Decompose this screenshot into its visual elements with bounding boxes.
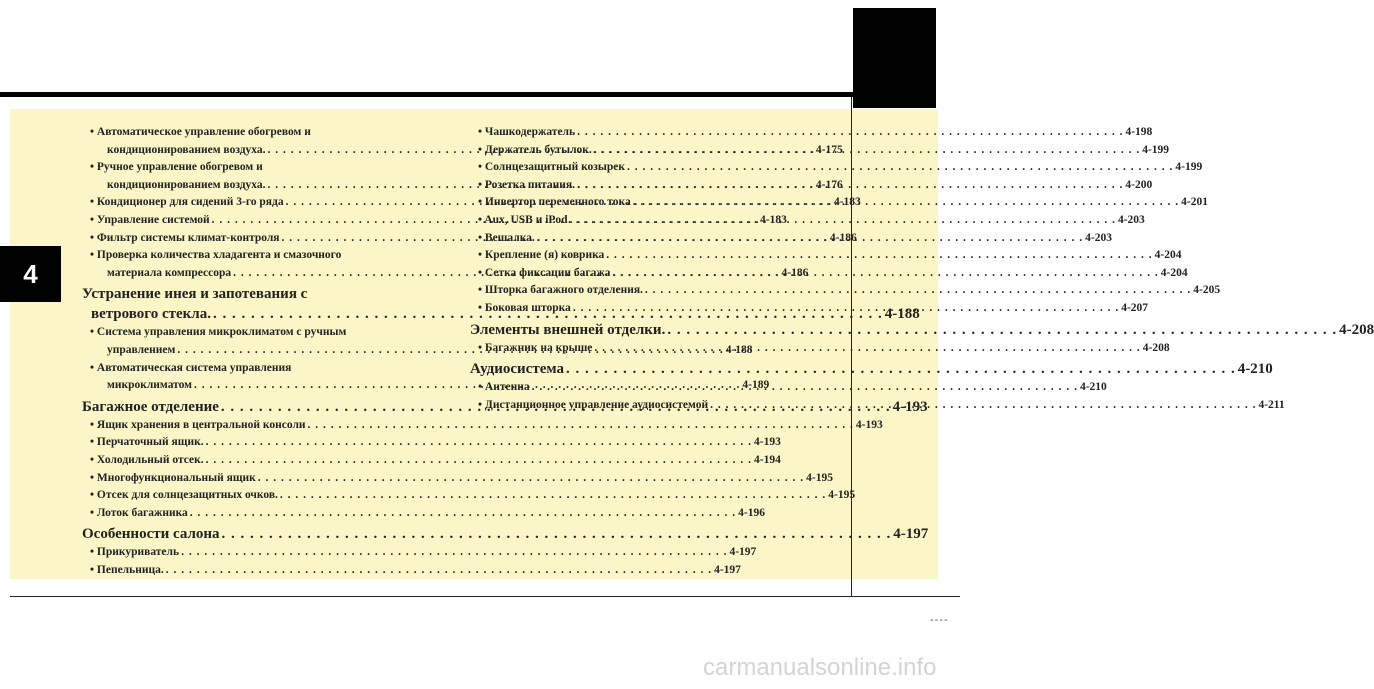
toc-entry-title-line: Устранение инея и запотевания с — [82, 286, 308, 303]
toc-page-number: 4-189 — [742, 379, 770, 392]
toc-entry-title: • Прикуриватель — [90, 546, 180, 559]
dot-leader — [258, 470, 804, 488]
toc-subentry[interactable] — [82, 487, 856, 505]
toc-subentry[interactable] — [470, 340, 1170, 358]
bottom-rule — [10, 596, 960, 597]
toc-page-number: 4-196 — [738, 506, 766, 519]
dot-leader — [667, 320, 1337, 340]
toc-entry-title: кондиционированием воздуха. — [107, 143, 266, 156]
toc-entry-title: • Ящик хранения в центральной консоли — [90, 418, 306, 431]
dot-leader — [190, 505, 736, 523]
toc-page-number: 4-188 — [884, 306, 920, 323]
toc-page-number: 4-193 — [892, 398, 928, 415]
dot-leader — [606, 247, 1152, 265]
dot-leader — [577, 124, 1123, 142]
footer-dashes: ---- — [930, 614, 949, 626]
toc-entry-title: • Холодильный отсек. — [90, 453, 204, 466]
dot-leader — [308, 417, 854, 435]
toc-entry-title: • Перчаточный ящик. — [90, 436, 204, 449]
toc-entry-title: • Чашкодержатель — [478, 126, 576, 138]
toc-entry-title: • Розетка питания. — [478, 178, 575, 191]
toc-entry-title: микроклиматом — [107, 379, 193, 392]
toc-page-number: 4-200 — [1125, 178, 1153, 191]
toc-entry-title: • Вешалка. — [478, 231, 535, 244]
toc-page-number: 4-194 — [754, 453, 781, 466]
toc-page-number: 4-197 — [893, 526, 929, 543]
dot-leader — [166, 562, 712, 580]
toc-subentry[interactable] — [470, 282, 1221, 300]
dot-leader — [573, 300, 1119, 318]
toc-subentry[interactable] — [470, 379, 1107, 397]
dot-leader — [570, 212, 1116, 230]
toc-entry-title: • Фильтр системы климат-контроля — [90, 231, 280, 244]
toc-entry-title: • Aux, USB и iPod — [478, 213, 568, 226]
toc-subentry[interactable] — [470, 265, 1188, 283]
chapter-number: 4 — [23, 258, 38, 289]
toc-page-number: 4-197 — [714, 563, 741, 576]
toc-entry-title: • Крепление (я) коврика — [478, 249, 605, 262]
toc-entry-title: • Сетка фиксации багажа — [478, 266, 611, 279]
dot-leader — [181, 544, 727, 562]
toc-page-number: 4-203 — [1117, 213, 1145, 226]
toc-page-number: 4-207 — [1121, 301, 1149, 314]
dot-leader — [645, 282, 1191, 300]
toc-entry-title: • Пепельница. — [90, 563, 164, 576]
corner-block — [853, 8, 936, 108]
toc-subentry[interactable] — [470, 247, 1182, 265]
dot-leader — [627, 159, 1173, 177]
toc-subentry[interactable] — [82, 562, 741, 580]
toc-entry-title: кондиционированием воздуха. — [107, 178, 266, 191]
dot-leader — [532, 379, 1078, 397]
toc-page-number: 4-204 — [1154, 249, 1182, 262]
toc-subentry[interactable] — [470, 124, 1153, 142]
toc-entry-title: • Солнцезащитный козырек — [478, 161, 626, 174]
toc-entry-title-line: • Автоматическая система управления — [90, 361, 292, 374]
dot-leader — [594, 340, 1140, 358]
chapter-tab[interactable] — [0, 246, 61, 302]
toc-entry-title: • Держатель бутылок. — [478, 143, 592, 156]
toc-page-number: 4-210 — [1079, 381, 1107, 394]
toc-entry-title-line: • Ручное управление обогревом и — [90, 161, 263, 174]
toc-entry-title: Особенности салона — [82, 526, 220, 543]
toc-page-number: 4-195 — [828, 489, 856, 502]
toc-page-number: 4-186 — [829, 231, 857, 244]
toc-page-number: 4-183 — [833, 196, 861, 209]
toc-page-number: 4-199 — [1142, 143, 1170, 156]
toc-subentry[interactable] — [470, 212, 1145, 230]
toc-entry-title: • Боковая шторка — [478, 301, 571, 314]
toc-entry-title: • Кондиционер для сидений 3-го ряда — [90, 196, 284, 209]
dot-leader — [612, 265, 1158, 283]
toc-page-number: 4-186 — [781, 266, 809, 279]
dot-leader — [566, 359, 1236, 379]
toc-subentry[interactable] — [82, 417, 883, 435]
toc-page-number: 4-208 — [1339, 321, 1374, 338]
toc-entry-title: • Многофункциональный ящик — [90, 471, 256, 484]
toc-section-entry[interactable] — [470, 359, 1273, 379]
toc-entry-title: • Управление системой — [90, 213, 210, 226]
toc-entry-title: Багажное отделение — [82, 398, 219, 415]
toc-page-number: 4-203 — [1085, 231, 1112, 244]
toc-entry-title-line: • Проверка количества хладагента и смазочного — [90, 249, 342, 262]
toc-page-number: 4-204 — [1160, 266, 1188, 279]
toc-entry-title: Аудиосистема — [470, 361, 564, 378]
toc-page-number: 4-197 — [729, 546, 757, 559]
toc-entry-title: • Дистанционное управление аудиосистемой — [478, 398, 709, 411]
toc-page-number: 4-205 — [1193, 284, 1221, 297]
toc-page-number: 4-201 — [1181, 196, 1208, 209]
toc-entry-title: • Антенна — [478, 381, 530, 394]
toc-entry-title: • Шторка багажного отделения. — [478, 284, 643, 297]
toc-page-number: 4-188 — [725, 343, 753, 356]
dot-leader — [577, 177, 1123, 195]
toc-entry-title: материала компрессора — [107, 266, 232, 279]
dot-leader — [594, 142, 1140, 160]
dot-leader — [222, 524, 892, 544]
toc-page-number: 4-208 — [1142, 341, 1170, 354]
toc-subentry[interactable] — [82, 434, 781, 452]
toc-entry-title: ветрового стекла. — [91, 306, 211, 323]
top-rule — [0, 92, 853, 97]
toc-page-number: 4-175 — [815, 143, 843, 156]
dot-leader — [710, 397, 1256, 415]
toc-section-entry[interactable] — [82, 524, 929, 544]
toc-page-number: 4-176 — [815, 178, 843, 191]
toc-subentry[interactable] — [470, 159, 1203, 177]
dot-leader — [206, 452, 752, 470]
toc-subentry[interactable] — [82, 505, 766, 523]
toc-page-number: 4-210 — [1237, 361, 1273, 378]
toc-entry-title: • Отсек для солнцезащитных очков. — [90, 489, 278, 502]
toc-entry-title: • Инвертор переменного тока — [478, 196, 631, 209]
toc-page-number: 4-199 — [1175, 161, 1203, 174]
toc-page-number: 4-193 — [855, 418, 883, 431]
toc-section-entry[interactable] — [470, 320, 1374, 340]
toc-page-number: 4-195 — [806, 471, 834, 484]
watermark: carmanualsonline.info — [703, 654, 937, 681]
toc-entry-title: • Лоток багажника — [90, 506, 188, 519]
toc-entry-title: управлением — [107, 343, 176, 356]
toc-page-number: 4-198 — [1125, 126, 1153, 138]
dot-leader — [280, 487, 826, 505]
toc-page-number: 4-183 — [760, 213, 787, 226]
toc-entry-title: Элементы внешней отделки. — [470, 321, 666, 338]
toc-entry-title-line: • Система управления микроклиматом с ручным — [90, 326, 347, 339]
toc-subentry[interactable] — [82, 452, 781, 470]
toc-page-number: 4-211 — [1258, 398, 1285, 411]
toc-subentry[interactable] — [82, 470, 834, 488]
toc-subentry[interactable] — [82, 544, 757, 562]
toc-entry-title-line: • Автоматическое управление обогревом и — [90, 126, 311, 138]
dot-leader — [633, 194, 1179, 212]
dot-leader — [206, 434, 752, 452]
dot-leader — [537, 230, 1083, 248]
toc-page-number: 4-193 — [753, 436, 781, 449]
toc-entry-title: • Багажник на крыше — [478, 341, 593, 354]
